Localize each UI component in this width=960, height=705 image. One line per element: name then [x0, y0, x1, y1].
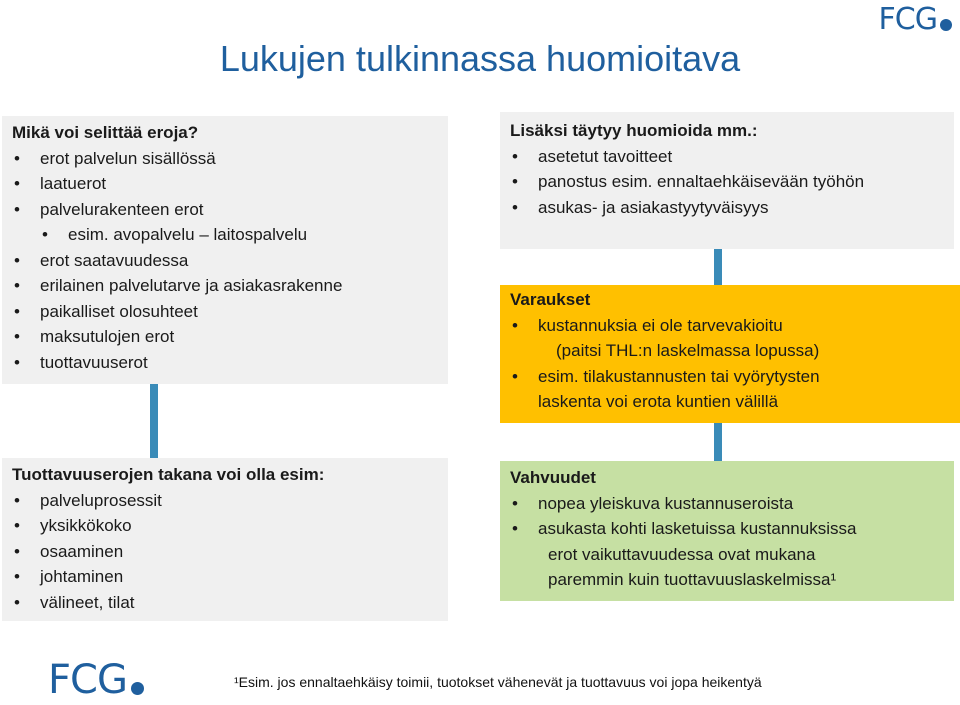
- connector-right-top: [714, 249, 722, 285]
- list-item-continuation: laskenta voi erota kuntien välillä: [538, 392, 779, 411]
- list-item: • paikalliset olosuhteet: [12, 299, 438, 325]
- additional-considerations-box: [500, 112, 954, 249]
- list-item: • asukasta kohti lasketuissa kustannuksissa: [510, 516, 944, 542]
- list-item: • osaaminen: [12, 539, 438, 565]
- fcg-logo-bottom: [48, 657, 144, 703]
- productivity-list: [12, 488, 438, 616]
- strengths-box: [500, 461, 954, 601]
- reservations-list: [510, 313, 956, 415]
- strengths-list: [510, 491, 944, 593]
- productivity-factors-box: [2, 458, 448, 621]
- list-item: • välineet, tilat: [12, 590, 438, 616]
- fcg-logo: [879, 2, 952, 37]
- additional-list: [510, 144, 944, 221]
- footnote: ¹Esim. jos ennaltaehkäisy toimii, tuotokset vähenevät ja tuottavuus voi jopa heikentyä: [234, 674, 762, 690]
- logo-dot-icon: [940, 19, 952, 31]
- list-subitem: • esim. avopalvelu – laitospalvelu: [12, 222, 438, 248]
- additional-heading: Lisäksi täytyy huomioida mm.:: [510, 121, 758, 140]
- list-item: • yksikkökoko: [12, 513, 438, 539]
- fcg-logo-text: FCG: [48, 657, 127, 703]
- list-item: • johtaminen: [12, 564, 438, 590]
- list-item-continuation: (paitsi THL:n laskelmassa lopussa): [556, 341, 820, 360]
- list-item: • palvelurakenteen erot: [12, 197, 438, 223]
- list-item: • palveluprosessit: [12, 488, 438, 514]
- list-item: • asetetut tavoitteet: [510, 144, 944, 170]
- list-item: • maksutulojen erot: [12, 324, 438, 350]
- connector-left: [150, 384, 158, 458]
- list-item: • panostus esim. ennaltaehkäisevään työhön: [510, 169, 944, 195]
- page-title: Lukujen tulkinnassa huomioitava: [219, 38, 741, 79]
- productivity-heading: Tuottavuuserojen takana voi olla esim:: [12, 465, 325, 484]
- list-item: • esim. tilakustannusten tai vyörytysten: [510, 364, 956, 390]
- list-item-continuation: paremmin kuin tuottavuuslaskelmissa¹: [548, 570, 837, 589]
- list-item: • erilainen palvelutarve ja asiakasrakenne: [12, 273, 438, 299]
- reservations-heading: Varaukset: [510, 290, 591, 309]
- list-item: • erot palvelun sisällössä: [12, 146, 438, 172]
- list-item-continuation: erot vaikuttavuudessa ovat mukana: [548, 544, 816, 564]
- list-item: • erot saatavuudessa: [12, 248, 438, 274]
- logo-dot-icon: [131, 682, 144, 695]
- list-item: • tuottavuuserot: [12, 350, 438, 376]
- strengths-heading: Vahvuudet: [510, 468, 596, 487]
- reservations-box: [500, 285, 960, 423]
- explanations-box: [2, 116, 448, 384]
- explanations-heading: Mikä voi selittää eroja?: [12, 123, 199, 142]
- fcg-logo-text: FCG: [878, 2, 937, 37]
- list-item: • asukas- ja asiakastyytyväisyys: [510, 195, 944, 221]
- connector-right-bottom: [714, 423, 722, 461]
- explanations-list: [12, 146, 438, 376]
- list-item: • nopea yleiskuva kustannuseroista: [510, 491, 944, 517]
- list-item: • kustannuksia ei ole tarvevakioitu: [510, 313, 956, 339]
- list-item: • laatuerot: [12, 171, 438, 197]
